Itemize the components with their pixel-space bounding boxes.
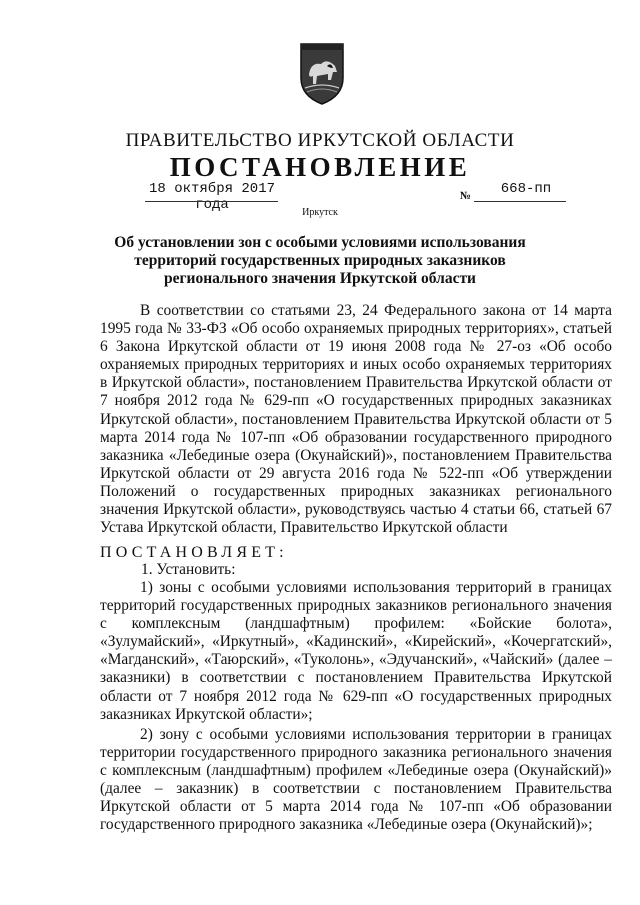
item-1-1-paragraph: 1) зоны с особыми условиями использования территорий в границах территорий государственных природных заказников регионального значения с комплексным (ландшафтным) профилем: «Бойские болота», «Зулумайский», «Иркутный», «Кадинский», «Кирейский», «Кочергатский», «Магданский», «Таюрский», «Туколонь», «Эдучанский», «Чайский» (далее – заказники) в соответствии с постановлением Правительства Иркутской области от 7 ноября 2012 года № 629-пп «О государственных природных заказниках Иркутской области»; (100, 579, 612, 723)
document-type-heading: ПОСТАНОВЛЕНИЕ (169, 152, 471, 182)
decrees-label: ПОСТАНОВЛЯЕТ: (100, 544, 288, 561)
date-underline (145, 201, 278, 202)
item-1-2-paragraph: 2) зону с особыми условиями использования территории в границах территории государственного природного заказника регионального значения с комплексным (ландшафтным) профилем «Лебединые озера (Окунайский)» (далее – заказник) в соответствии с постановлением Правительства Иркутской области от 5 марта 2014 года № 107-пп «Об образовании государственного природного заказника «Лебединые озера (Окунайский)»; (100, 726, 612, 834)
item-1: 1. Установить: (141, 561, 236, 578)
government-heading: ПРАВИТЕЛЬСТВО ИРКУТСКОЙ ОБЛАСТИ (125, 130, 515, 151)
document-number: 668-пп (500, 181, 552, 197)
city-label: Иркутск (302, 207, 338, 218)
document-date: 18 октября 2017 года (148, 181, 276, 213)
coat-of-arms-icon (297, 38, 347, 108)
preamble-paragraph: В соответствии со статьями 23, 24 Федерального закона от 14 марта 1995 года № 33-ФЗ «Об особо охраняемых природных территориях», статьей 6 Закона Иркутской области от 19 июня 2008 года № 27-оз «Об особо охраняемых природных территориях и иных особо охраняемых территориях в Иркутской области», постановлением Правительства Иркутской области от 7 ноября 2012 года № 629-пп «О государственных природных заказниках Иркутской области», постановлением Правительства Иркутской области от 5 марта 2014 года № 107-пп «Об образовании государственного природного заказника «Лебединые озера (Окунайский)», постановлением Правительства Иркутской области от 29 августа 2016 года № 522-пп «Об утверждении Положений о государственных природных заказниках регионального значения Иркутской области», руководствуясь частью 4 статьи 66, статьей 67 Устава Иркутской области, Правительство Иркутской области (100, 302, 612, 537)
document-title: Об установлении зон с особыми условиями использования территорий государственных природных заказников регионального значения Иркутской области (114, 234, 526, 287)
number-label: № (460, 190, 472, 202)
number-underline (474, 201, 566, 202)
